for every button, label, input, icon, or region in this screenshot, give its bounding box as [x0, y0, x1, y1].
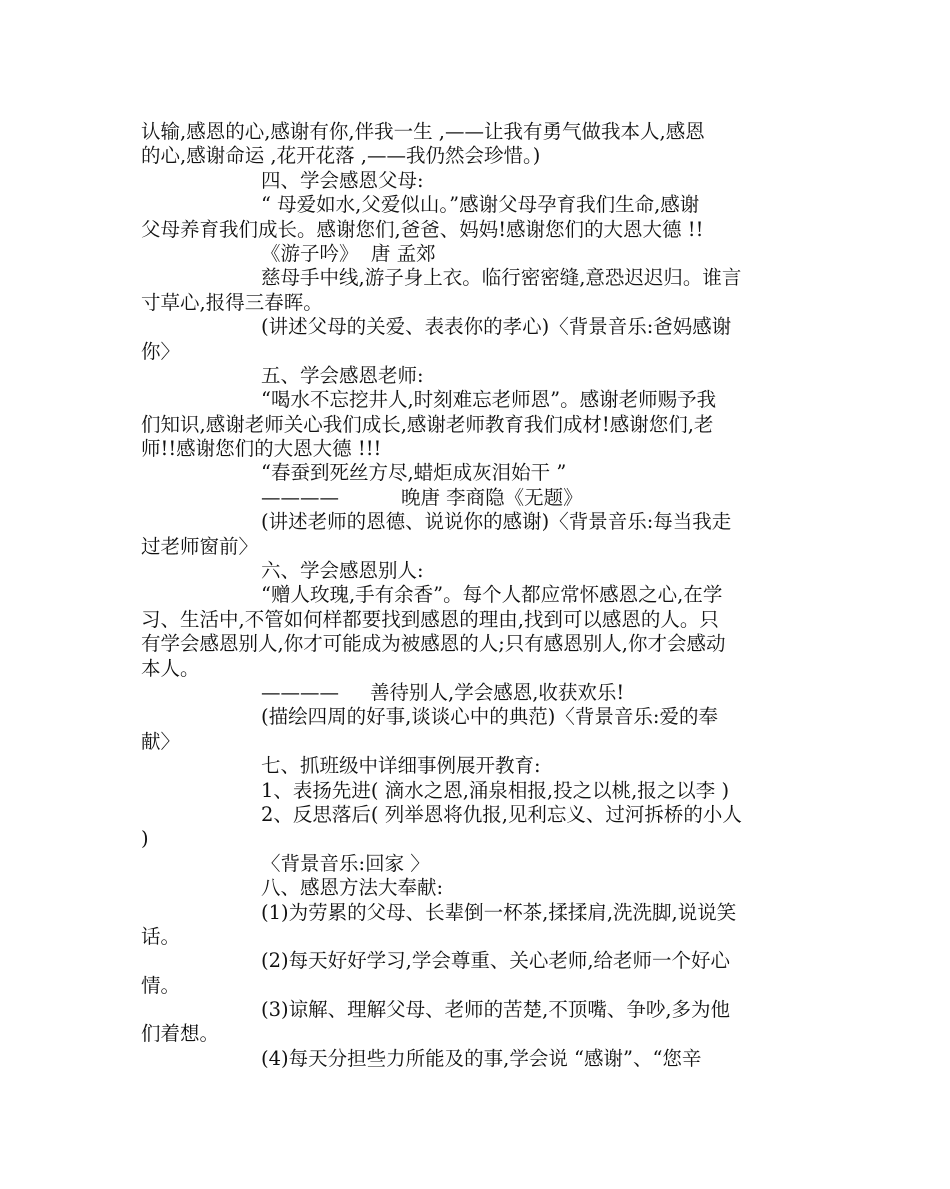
text-line: 们知识,感谢老师关心我们成长,感谢老师教育我们成材!感谢您们,老	[141, 412, 714, 436]
text-line: “赠人玫瑰,手有余香”。每个人都应常怀感恩之心,在学	[261, 583, 723, 607]
text-line: 你〉	[141, 339, 181, 363]
text-line: 1、表扬先进( 滴水之恩,涌泉相报,投之以桃,报之以李 )	[261, 778, 730, 802]
text-line: “喝水不忘挖井人,时刻难忘老师恩”。感谢老师赐予我	[261, 388, 717, 412]
text-line: (1)为劳累的父母、长辈倒一杯茶,揉揉肩,洗洗脚,说说笑	[261, 900, 737, 924]
text-line: 话。	[141, 924, 181, 948]
text-line: (描绘四周的好事,谈谈心中的典范)〈背景音乐:爱的奉	[261, 705, 718, 729]
text-line: 八、感恩方法大奉献:	[261, 876, 444, 900]
text-line: )	[141, 827, 149, 851]
text-line: (3)谅解、理解父母、老师的苦楚,不顶嘴、争吵,多为他	[261, 998, 731, 1022]
text-line: 四、学会感恩父母:	[261, 168, 424, 192]
text-line: 们着想。	[141, 1022, 220, 1046]
text-line: 习、生活中,不管如何样都要找到感恩的理由,找到可以感恩的人。只	[141, 607, 719, 631]
document-body	[141, 120, 813, 1071]
text-line: 师!!感谢您们的大恩大德 !!!	[141, 437, 382, 461]
text-line: 六、学会感恩别人:	[261, 559, 424, 583]
text-line: 过老师窗前〉	[141, 534, 259, 558]
text-line: 《游子吟》 唐 孟郊	[261, 241, 436, 265]
text-line: 有学会感恩别人,你才可能成为被感恩的人;只有感恩别人,你才会感动	[141, 632, 726, 656]
text-line: 慈母手中线,游子身上衣。临行密密缝,意恐迟迟归。谁言	[261, 266, 742, 290]
text-line: 的心,感谢命运 ,花开花落 ,——我仍然会珍惜。)	[141, 144, 541, 168]
text-line: 献〉	[141, 729, 181, 753]
text-line: 认输,感恩的心,感谢有你,伴我一生 ,——让我有勇气做我本人,感恩	[141, 120, 705, 143]
text-line: 〈背景音乐:回家 〉	[261, 851, 430, 875]
text-line: 五、学会感恩老师:	[261, 363, 424, 387]
text-line: 本人。	[141, 656, 200, 680]
text-line: 父母养育我们成长。感谢您们,爸爸、妈妈!感谢您们的大恩大德 !!	[141, 217, 704, 241]
text-line: “ 母爱如水,父爱似山。”感谢父母孕育我们生命,感谢	[261, 193, 700, 217]
text-line: (2)每天好好学习,学会尊重、关心老师,给老师一个好心	[261, 949, 731, 973]
text-line: 2、反思落后( 列举恩将仇报,见利忘义、过河拆桥的小人	[261, 802, 742, 826]
text-line: (4)每天分担些力所能及的事,学会说 “感谢”、“您辛	[261, 1046, 702, 1070]
text-line: 情。	[141, 973, 181, 997]
text-line: 寸草心,报得三春晖。	[141, 290, 323, 314]
text-line: “春蚕到死丝方尽,蜡炬成灰泪始干 ”	[261, 461, 567, 485]
text-line: 七、抓班级中详细事例展开教育:	[261, 754, 541, 778]
text-line: ———— 晚唐 李商隐《无题》	[261, 485, 583, 509]
text-line: ———— 善待别人,学会感恩,收获欢乐!	[261, 680, 625, 704]
text-line: (讲述老师的恩德、说说你的感谢)〈背景音乐:每当我走	[261, 510, 732, 534]
text-line: (讲述父母的关爱、表表你的孝心)〈背景音乐:爸妈感谢	[261, 315, 732, 339]
